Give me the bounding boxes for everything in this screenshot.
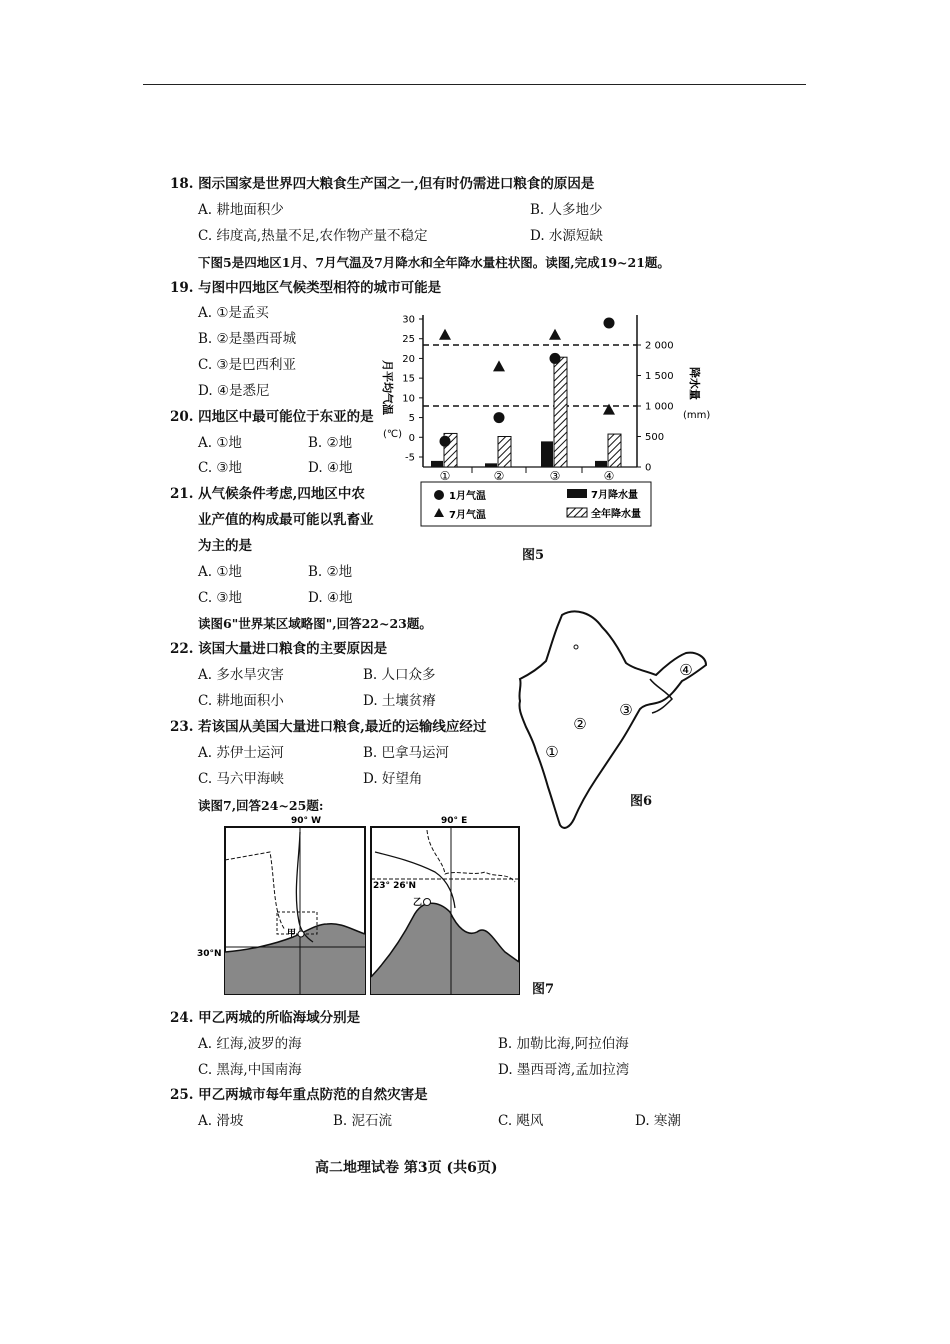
temp-tick-label: 5: [408, 413, 415, 425]
legend-jul-precip-label: 7月降水量: [591, 490, 638, 501]
legend-jan-marker: [434, 490, 444, 500]
legend-jul-label: 7月气温: [449, 510, 486, 521]
q22-stem: 22. 该国大量进口粮食的主要原因是: [170, 641, 388, 657]
q24-option-b: B. 加勒比海,阿拉伯海: [498, 1036, 629, 1052]
q25-option-c: C. 飓风: [498, 1113, 544, 1129]
bar-annual-precip: [608, 434, 621, 467]
city-jia-marker: [298, 931, 304, 937]
legend-jul-marker: [434, 508, 444, 517]
category-label: ①: [439, 469, 451, 483]
temp-axis-label: 月平均气温: [381, 360, 394, 415]
legend-jan-label: 1月气温: [449, 491, 486, 502]
temp-tick-label: 25: [402, 334, 415, 346]
q20-stem: 20. 四地区中最可能位于东亚的是: [170, 409, 374, 425]
marker-jul-temp: [439, 329, 451, 340]
q22-option-a: A. 多水旱灾害: [198, 667, 284, 683]
q21-option-c: C. ③地: [198, 590, 243, 606]
temp-tick-label: 20: [402, 353, 415, 365]
category-label: ④: [603, 469, 615, 483]
marker-jul-temp: [493, 360, 505, 371]
marker-jan-temp: [494, 412, 505, 423]
precip-axis-label: 降水量: [688, 367, 701, 400]
q19-option-a: A. ①是孟买: [198, 305, 269, 321]
temp-tick-label: 15: [402, 373, 415, 385]
q24-stem: 24. 甲乙两城的所临海域分别是: [170, 1010, 361, 1026]
precip-bars: [431, 357, 621, 467]
city-yi-marker: [424, 899, 431, 906]
temp-tick-label: 0: [408, 432, 415, 444]
page-footer: 高二地理试卷 第3页 (共6页): [315, 1160, 498, 1176]
precip-axis-unit: (mm): [683, 410, 711, 421]
precip-tick-label: 500: [645, 432, 665, 443]
q21-option-d: D. ④地: [308, 590, 353, 606]
left-parallel-label: 30°N: [197, 949, 222, 959]
intro-fig5: 下图5是四地区1月、7月气温及7月降水和全年降水量柱状图。读图,完成19~21题。: [198, 255, 670, 270]
temp-tick-label: -5: [405, 452, 415, 464]
q25-option-a: A. 滑坡: [198, 1113, 244, 1129]
q25-option-d: D. 寒潮: [635, 1113, 681, 1129]
q23-stem: 23. 若该国从美国大量进口粮食,最近的运输线应经过: [170, 719, 487, 735]
q24-option-a: A. 红海,波罗的海: [198, 1036, 302, 1052]
legend-jul-precip-swatch: [567, 489, 587, 498]
marker-jan-temp: [440, 436, 451, 447]
city-jia-label: 甲: [287, 929, 297, 939]
figure-7-maps: [195, 812, 525, 1000]
bar-july-precip: [485, 463, 497, 467]
bar-annual-precip: [498, 437, 511, 468]
temp-tick-label: 10: [402, 393, 415, 405]
q19-option-d: D. ④是悉尼: [198, 383, 270, 399]
right-parallel-label: 23° 26'N: [373, 881, 416, 891]
temp-tick-labels: [402, 315, 423, 464]
precip-tick-label: 1 000: [645, 401, 674, 413]
q22-option-b: B. 人口众多: [363, 667, 436, 683]
header-rule: [143, 84, 806, 85]
q20-option-b: B. ②地: [308, 435, 353, 451]
q20-option-c: C. ③地: [198, 460, 243, 476]
category-label: ②: [493, 469, 505, 483]
intro-fig6: 读图6"世界某区域略图",回答22~23题。: [198, 616, 432, 631]
q18-stem: 18. 图示国家是世界四大粮食生产国之一,但有时仍需进口粮食的原因是: [170, 176, 595, 192]
q23-option-b: B. 巴拿马运河: [363, 745, 450, 761]
legend-annual-precip-swatch: [567, 508, 587, 517]
precip-tick-label: 1 500: [645, 371, 674, 382]
q19-stem: 19. 与图中四地区气候类型相符的城市可能是: [170, 280, 442, 296]
q24-option-d: D. 墨西哥湾,孟加拉湾: [498, 1062, 630, 1078]
region-label: ③: [619, 701, 633, 719]
q19-option-b: B. ②是墨西哥城: [198, 331, 297, 347]
marker-jan-temp: [604, 317, 615, 328]
q18-option-a: A. 耕地面积少: [198, 202, 284, 218]
temp-axis-unit: (℃): [383, 429, 403, 440]
right-meridian-label: 90° E: [441, 816, 468, 826]
q18-option-b: B. 人多地少: [530, 202, 603, 218]
q20-option-a: A. ①地: [198, 435, 242, 451]
city-yi-label: 乙: [413, 898, 423, 908]
q25-stem: 25. 甲乙两城市每年重点防范的自然灾害是: [170, 1087, 428, 1103]
legend: [421, 482, 651, 526]
q23-option-c: C. 马六甲海峡: [198, 771, 284, 787]
marker-jan-temp: [550, 353, 561, 364]
figure-5-climate-chart: [375, 305, 715, 535]
bar-july-precip: [595, 461, 607, 467]
figure-7-caption: 图7: [532, 982, 555, 997]
q23-option-d: D. 好望角: [363, 771, 423, 787]
q23-option-a: A. 苏伊士运河: [198, 745, 284, 761]
q18-option-c: C. 纬度高,热量不足,农作物产量不稳定: [198, 228, 428, 244]
category-labels: [440, 467, 615, 483]
temp-tick-label: 30: [402, 314, 415, 326]
intro-fig7: 读图7,回答24~25题:: [198, 798, 324, 813]
left-map: [197, 816, 365, 994]
figure-6-map: [500, 605, 720, 835]
q21-stem-line2: 业产值的构成最可能以乳畜业: [198, 512, 374, 528]
legend-annual-precip-label: 全年降水量: [591, 509, 641, 520]
right-map: [371, 816, 519, 994]
marker-jul-temp: [549, 329, 561, 340]
country-outline: [519, 611, 706, 827]
q21-option-b: B. ②地: [308, 564, 353, 580]
q21-option-a: A. ①地: [198, 564, 242, 580]
left-meridian-label: 90° W: [291, 816, 322, 826]
q25-option-b: B. 泥石流: [333, 1113, 393, 1129]
region-label: ①: [545, 743, 559, 761]
q24-option-c: C. 黑海,中国南海: [198, 1062, 302, 1078]
bar-annual-precip: [554, 357, 567, 467]
region-label: ④: [679, 661, 693, 679]
q19-option-c: C. ③是巴西利亚: [198, 357, 297, 373]
figure-5-caption: 图5: [522, 548, 545, 563]
q21-stem-line3: 为主的是: [198, 538, 252, 554]
bar-july-precip: [431, 461, 443, 467]
q22-option-c: C. 耕地面积小: [198, 693, 284, 709]
q20-option-d: D. ④地: [308, 460, 353, 476]
precip-tick-label: 2 000: [645, 340, 674, 352]
region-label: ②: [573, 715, 587, 733]
q18-option-d: D. 水源短缺: [530, 228, 603, 244]
category-label: ③: [549, 469, 561, 483]
bar-july-precip: [541, 441, 553, 467]
q21-stem-line1: 21. 从气候条件考虑,四地区中农: [170, 486, 365, 502]
q22-option-d: D. 土壤贫瘠: [363, 693, 436, 709]
temperature-markers: [439, 317, 615, 446]
precip-tick-label: 0: [645, 462, 652, 474]
figure-6-caption: 图6: [630, 794, 653, 809]
